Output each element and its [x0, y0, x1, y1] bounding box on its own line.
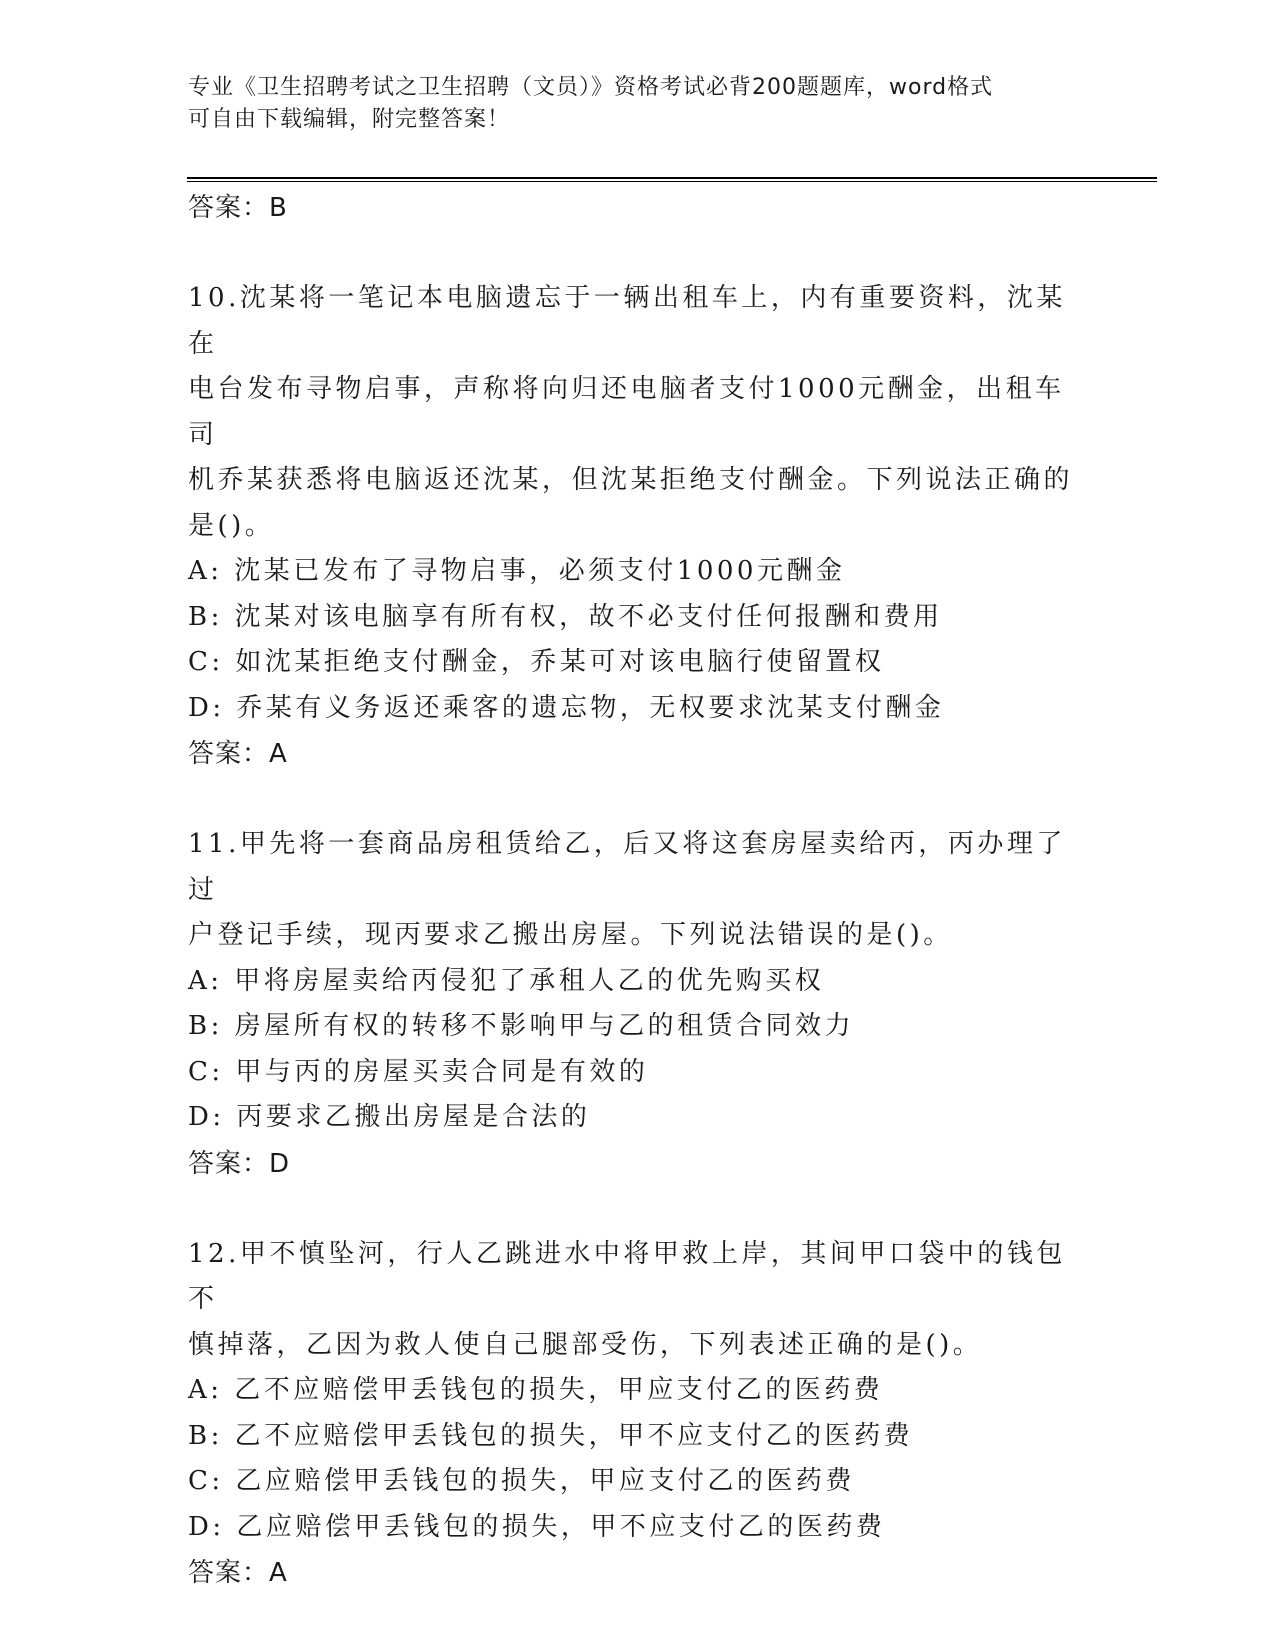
spacer: [188, 777, 1088, 822]
answer-label: 答案：A: [188, 1558, 288, 1588]
option-c: C: 如沈某拒绝支付酬金，乔某可对该电脑行使留置权: [188, 647, 885, 677]
option-a: A: 甲将房屋卖给丙侵犯了承租人乙的优先购买权: [188, 965, 825, 996]
option-a: A: 沈某已发布了寻物启事，必须支付1000元酬金: [188, 556, 846, 586]
answer-label: 答案：D: [188, 1148, 291, 1179]
question-stem-line: 机乔某获悉将电脑返还沈某，但沈某拒绝支付酬金。下列说法正确的: [188, 465, 1074, 495]
option-b: B: 房屋所有权的转移不影响甲与乙的租赁合同效力: [188, 1011, 855, 1041]
document-body: [188, 185, 1088, 1596]
spacer: [188, 231, 1088, 276]
question-block-10: [188, 276, 1088, 777]
question-stem-line: 12.甲不慎坠河，行人乙跳进水中将甲救上岸，其间甲口袋中的钱包不: [188, 1238, 1066, 1314]
question-block-12: [188, 1232, 1088, 1597]
previous-question-answer: 答案：B: [188, 193, 288, 223]
spacer: [188, 1187, 1088, 1232]
question-stem-line: 慎掉落，乙因为救人使自己腿部受伤，下列表述正确的是()。: [188, 1329, 983, 1360]
option-b: B: 乙不应赔偿甲丢钱包的损失，甲不应支付乙的医药费: [188, 1420, 914, 1451]
header-title-line-2: 可自由下载编辑，附完整答案！: [188, 107, 511, 132]
answer-label: 答案：A: [188, 739, 288, 769]
option-c: C: 甲与丙的房屋买卖合同是有效的: [188, 1056, 649, 1087]
page-header: [188, 72, 1088, 136]
option-a: A: 乙不应赔偿甲丢钱包的损失，甲应支付乙的医药费: [188, 1375, 884, 1405]
option-b: B: 沈某对该电脑享有所有权，故不必支付任何报酬和费用: [188, 601, 943, 632]
question-stem-line: 是()。: [188, 510, 275, 541]
question-stem-line: 户登记手续，现丙要求乙搬出房屋。下列说法错误的是()。: [188, 920, 953, 950]
option-d: D: 乙应赔偿甲丢钱包的损失，甲不应支付乙的医药费: [188, 1511, 886, 1542]
question-stem-line: 10.沈某将一笔记本电脑遗忘于一辆出租车上，内有重要资料，沈某在: [188, 283, 1066, 359]
question-stem-line: 11.甲先将一套商品房租赁给乙，后又将这套房屋卖给丙，丙办理了过: [188, 829, 1066, 905]
option-c: C: 乙应赔偿甲丢钱包的损失，甲应支付乙的医药费: [188, 1466, 855, 1496]
option-d: D: 乔某有义务返还乘客的遗忘物，无权要求沈某支付酬金: [188, 692, 945, 723]
option-d: D: 丙要求乙搬出房屋是合法的: [188, 1102, 591, 1132]
header-title-line-1: 专业《卫生招聘考试之卫生招聘（文员）》资格考试必背200题题库，word格式: [188, 75, 994, 100]
question-block-11: [188, 822, 1088, 1187]
header-divider: [187, 177, 1157, 182]
question-stem-line: 电台发布寻物启事，声称将向归还电脑者支付1000元酬金，出租车司: [188, 374, 1065, 450]
